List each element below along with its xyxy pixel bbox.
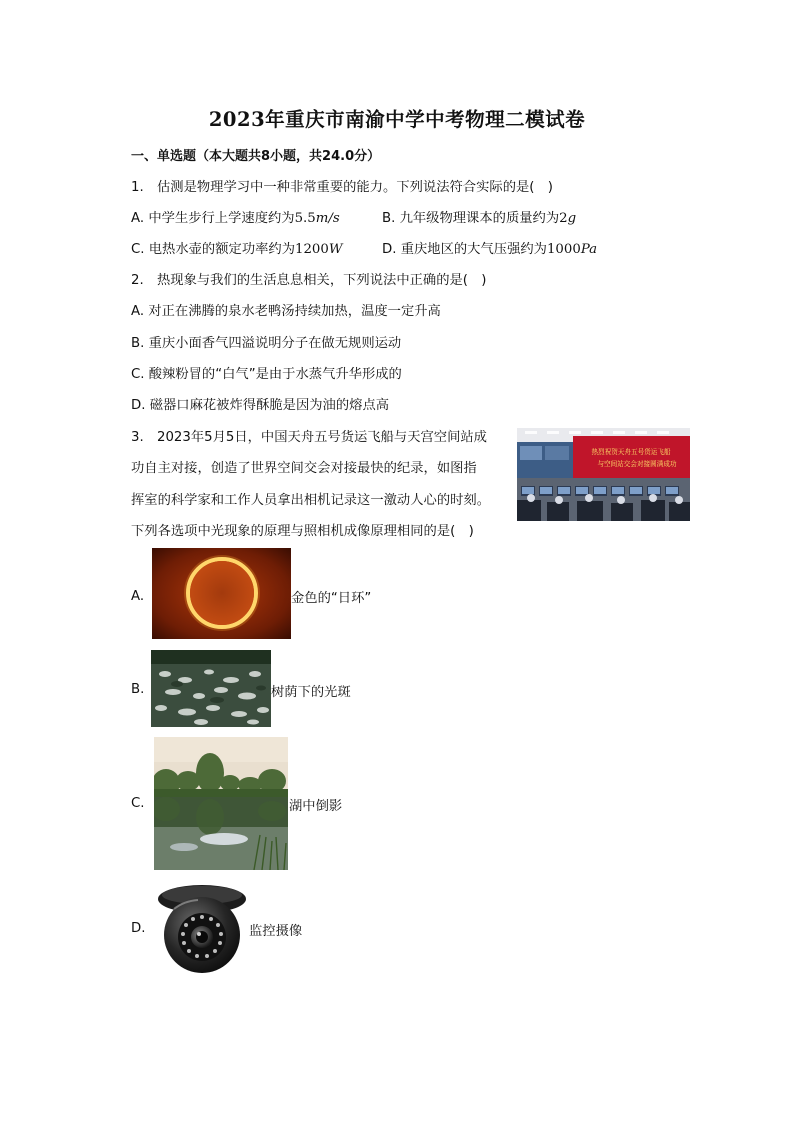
q1-option-a — [131, 207, 340, 226]
tree-shadow-icon — [151, 650, 271, 727]
q1-option-a-text: A. 中学生步行上学速度约为 — [131, 211, 295, 226]
lake-reflection-icon — [154, 737, 288, 870]
exam-title: 2023年重庆市南渝中学中考物理二模试卷 — [208, 108, 586, 131]
q3-option-d-caption: 监控摄像 — [249, 924, 303, 939]
q1-option-d — [382, 238, 597, 257]
q1-option-a-unit: m/s — [315, 211, 340, 226]
solar-eclipse-icon — [152, 548, 291, 639]
q1-stem: 1. 估测是物理学习中一种非常重要的能力。下列说法符合实际的是( ) — [131, 180, 553, 195]
q1-option-b — [382, 207, 576, 226]
q3-option-b-caption: 树荫下的光斑 — [271, 685, 351, 700]
control-room-photo — [517, 428, 690, 521]
q3-stem-line-2: 功自主对接，创造了世界空间交会对接最快的纪录，如图指 — [131, 461, 477, 476]
screen-text-1: 热烈祝贺天舟五号货运飞船 — [591, 448, 671, 456]
q1-option-c-value: 1200 — [295, 242, 329, 257]
q3-option-d-letter: D. — [131, 921, 146, 936]
q1-option-d-value: 1000 — [546, 242, 581, 257]
q1-option-b-unit: g — [567, 211, 577, 226]
q2-option-d: D. 磁器口麻花被炸得酥脆是因为油的熔点高 — [131, 398, 390, 413]
q1-option-b-text: B. 九年级物理课本的质量约为 — [382, 211, 560, 226]
section-heading: 一、单选题（本大题共8小题，共24.0分） — [131, 149, 381, 164]
q1-option-b-value: 2 — [559, 211, 568, 226]
q1-option-c — [131, 238, 343, 257]
q1-option-a-value: 5.5 — [294, 211, 316, 226]
q1-option-d-unit: Pa — [580, 242, 598, 257]
q2-stem: 2. 热现象与我们的生活息息相关，下列说法中正确的是( ) — [131, 273, 487, 288]
q2-option-a: A. 对正在沸腾的泉水老鸭汤持续加热，温度一定升高 — [131, 304, 441, 319]
q1-option-c-unit: W — [328, 242, 343, 257]
dome-camera-icon — [154, 879, 248, 975]
q3-option-c-letter: C. — [131, 796, 145, 811]
q1-option-d-text: D. 重庆地区的大气压强约为 — [382, 242, 547, 257]
q3-stem-line-3: 挥室的科学家和工作人员拿出相机记录这一激动人心的时刻。 — [131, 493, 491, 508]
q3-option-b-letter: B. — [131, 682, 145, 697]
q3-stem-line-1: 3. 2023年5月5日，中国天舟五号货运飞船与天宫空间站成 — [131, 430, 487, 445]
q2-option-c: C. 酸辣粉冒的“白气”是由于水蒸气升华形成的 — [131, 367, 402, 382]
q3-stem-line-4: 下列各选项中光现象的原理与照相机成像原理相同的是( ) — [131, 524, 474, 539]
screen-text-2: 与空间站交会对接圆满成功 — [597, 460, 677, 468]
q2-option-b: B. 重庆小面香气四溢说明分子在做无规则运动 — [131, 336, 402, 351]
q1-option-c-text: C. 电热水壶的额定功率约为 — [131, 242, 296, 257]
q3-option-c-caption: 湖中倒影 — [289, 799, 343, 814]
q3-option-a-caption: 金色的“日环” — [291, 591, 372, 606]
q3-option-a-letter: A. — [131, 589, 145, 604]
